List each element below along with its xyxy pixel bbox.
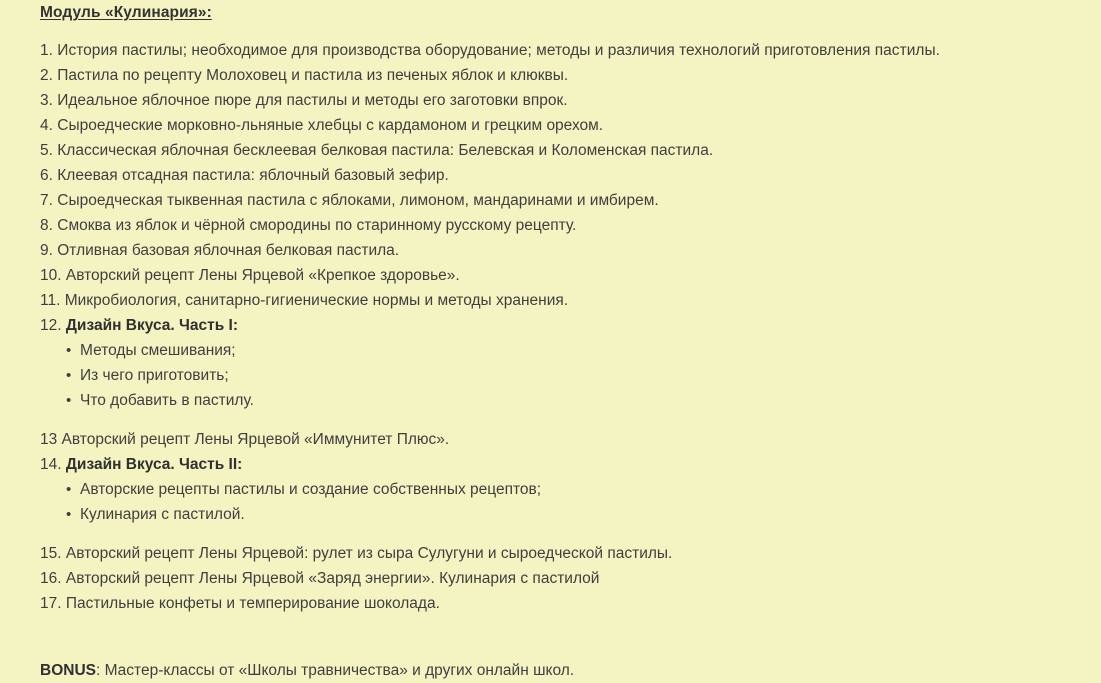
bullet-icon: • bbox=[66, 342, 72, 359]
list-item-heading bbox=[0, 313, 1101, 338]
list-item bbox=[0, 163, 1101, 188]
list-item-text: Пастила по рецепту Молоховец и пастила из печеных яблок и клюквы. bbox=[57, 67, 569, 84]
list-item bbox=[0, 63, 1101, 88]
list-item-text: Авторский рецепт Лены Ярцевой «Крепкое здоровье». bbox=[65, 267, 460, 284]
list-item-text: Авторский рецепт Лены Ярцевой «Заряд энергии». Кулинария с пастилой bbox=[65, 570, 600, 587]
document-body bbox=[0, 38, 1101, 683]
bullet-icon: • bbox=[66, 481, 72, 498]
list-item-marker: 10. bbox=[40, 267, 62, 284]
list-item-text: Что добавить в пастилу. bbox=[80, 392, 254, 409]
list-item-marker: 17. bbox=[40, 595, 62, 612]
list-item-marker: 14. bbox=[40, 456, 62, 473]
sub-bullet-list-12 bbox=[0, 338, 1101, 413]
list-item-marker: 4. bbox=[40, 117, 53, 134]
list-item-marker: 5. bbox=[40, 142, 53, 159]
list-item-marker: 12. bbox=[40, 317, 62, 334]
list-item-heading bbox=[0, 452, 1101, 477]
list-item bbox=[0, 38, 1101, 63]
paragraph-spacer bbox=[0, 527, 1101, 541]
list-item-marker: 7. bbox=[40, 192, 53, 209]
list-item bbox=[0, 477, 1101, 502]
list-item-text: Из чего приготовить; bbox=[80, 367, 229, 384]
paragraph-spacer bbox=[0, 413, 1101, 427]
list-item-text: Авторский рецепт Лены Ярцевой: рулет из сыра Сулугуни и сыроедческой пастилы. bbox=[65, 545, 673, 562]
list-item-marker: 1. bbox=[40, 42, 53, 59]
list-item bbox=[0, 213, 1101, 238]
list-item-marker: 2. bbox=[40, 67, 53, 84]
list-item bbox=[0, 113, 1101, 138]
list-item bbox=[0, 363, 1101, 388]
list-item bbox=[0, 388, 1101, 413]
list-item-text: Смоква из яблок и чёрной смородины по старинному русскому рецепту. bbox=[57, 217, 577, 234]
list-item-text: Сыроедческая тыквенная пастила с яблоками, лимоном, мандаринами и имбирем. bbox=[57, 192, 659, 209]
list-item-text: Кулинария с пастилой. bbox=[80, 506, 245, 523]
list-item-marker: 15. bbox=[40, 545, 62, 562]
list-item-text: Отливная базовая яблочная белковая пастила. bbox=[57, 242, 400, 259]
list-item bbox=[0, 427, 1101, 452]
bullet-icon: • bbox=[66, 506, 72, 523]
list-item-marker: 3. bbox=[40, 92, 53, 109]
list-item-text: Классическая яблочная бесклеевая белковая пастила: Белевская и Коломенская пастила. bbox=[57, 142, 714, 159]
bonus-label: BONUS bbox=[40, 662, 96, 679]
list-item bbox=[0, 541, 1101, 566]
list-item-text: Микробиология, санитарно-гигиенические нормы и методы хранения. bbox=[64, 292, 569, 309]
list-item-marker: 8. bbox=[40, 217, 53, 234]
list-item-text: Авторские рецепты пастилы и создание собственных рецептов; bbox=[80, 481, 542, 498]
list-item-text: Клеевая отсадная пастила: яблочный базовый зефир. bbox=[57, 167, 449, 184]
list-item-marker: 6. bbox=[40, 167, 53, 184]
bonus-line bbox=[0, 658, 1101, 683]
list-item-text: Сыроедческие морковно-льняные хлебцы с кардамоном и грецким орехом. bbox=[57, 117, 604, 134]
bullet-icon: • bbox=[66, 367, 72, 384]
list-item-heading-text: Дизайн Вкуса. Часть I: bbox=[65, 317, 239, 334]
bonus-text: : Мастер-классы от «Школы травничества» и других онлайн школ. bbox=[95, 662, 575, 679]
list-item bbox=[0, 263, 1101, 288]
list-item-marker: 11. bbox=[40, 292, 61, 309]
section-spacer bbox=[0, 616, 1101, 658]
list-item-marker: 13 bbox=[40, 431, 58, 448]
list-item bbox=[0, 188, 1101, 213]
list-item bbox=[0, 238, 1101, 263]
list-item-text: Пастильные конфеты и темперирование шоколада. bbox=[65, 595, 440, 612]
sub-bullet-list-14 bbox=[0, 477, 1101, 527]
list-item-text: Авторский рецепт Лены Ярцевой «Иммунитет Плюс». bbox=[57, 431, 450, 448]
list-item-heading-text: Дизайн Вкуса. Часть II: bbox=[65, 456, 243, 473]
list-item-marker: 16. bbox=[40, 570, 62, 587]
list-item bbox=[0, 88, 1101, 113]
list-item-text: История пастилы; необходимое для производства оборудование; методы и различия технологий приготовления пастилы. bbox=[52, 42, 940, 59]
bullet-icon: • bbox=[66, 392, 72, 409]
list-item bbox=[0, 502, 1101, 527]
list-item bbox=[0, 591, 1101, 616]
list-item-text: Методы смешивания; bbox=[80, 342, 236, 359]
list-item bbox=[0, 288, 1101, 313]
list-item bbox=[0, 566, 1101, 591]
list-item-text: Идеальное яблочное пюре для пастилы и методы его заготовки впрок. bbox=[57, 92, 568, 109]
list-item bbox=[0, 338, 1101, 363]
page-title: Модуль «Кулинария»: bbox=[40, 4, 212, 21]
list-item bbox=[0, 138, 1101, 163]
list-item-marker: 9. bbox=[40, 242, 53, 259]
